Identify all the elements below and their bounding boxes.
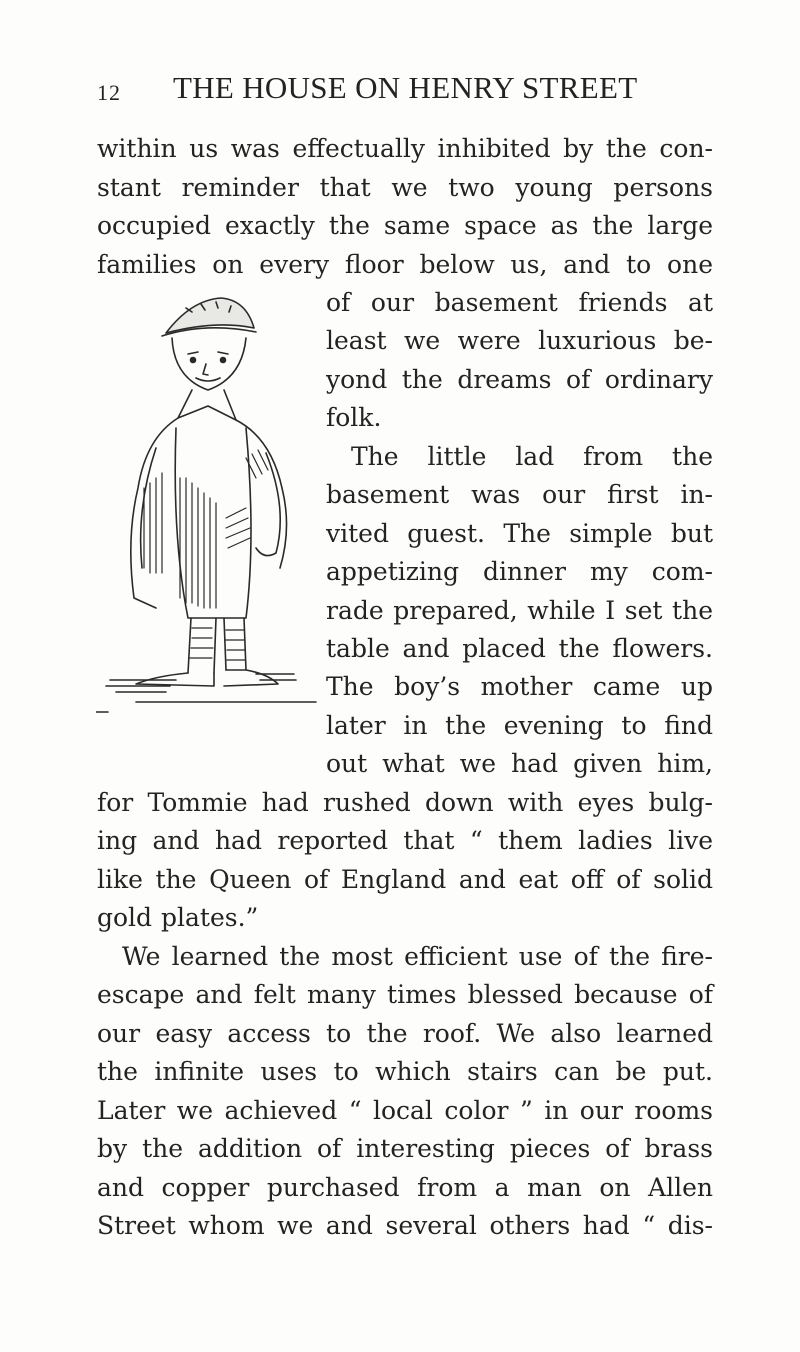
text-line: yond the dreams of ordinary	[326, 365, 713, 394]
text-line: the infinite uses to which stairs can be put.	[97, 1057, 713, 1086]
boy-illustration-icon	[96, 278, 328, 720]
text-line: basement was our first in-	[326, 480, 713, 509]
text-line: families on every floor below us, and to one	[97, 250, 713, 279]
text-line: gold plates.”	[97, 903, 259, 932]
text-line: We learned the most efficient use of the fire-	[122, 942, 713, 971]
text-line: Later we achieved “ local color ” in our rooms	[97, 1096, 713, 1125]
text-line: our easy access to the roof. We also learned	[97, 1019, 713, 1048]
text-line: like the Queen of England and eat off of solid	[97, 865, 713, 894]
text-line: Street whom we and several others had “ dis-	[97, 1211, 713, 1240]
text-line: of our basement friends at	[326, 288, 713, 317]
text-line: vited guest. The simple but	[326, 519, 713, 548]
text-line: table and placed the flowers.	[326, 634, 713, 663]
text-line: by the addition of interesting pieces of brass	[97, 1134, 713, 1163]
text-line: out what we had given him,	[326, 749, 713, 778]
page-header	[97, 70, 717, 120]
text-line: escape and felt many times blessed because of	[97, 980, 713, 1009]
text-line: The boy’s mother came up	[326, 672, 713, 701]
boy-illustration	[96, 278, 328, 720]
text-line: appetizing dinner my com-	[326, 557, 713, 586]
text-line: and copper purchased from a man on Allen	[97, 1173, 713, 1202]
text-line: ing and had reported that “ them ladies live	[97, 826, 713, 855]
text-line: least we were luxurious be-	[326, 326, 713, 355]
text-line: within us was effectually inhibited by the con-	[97, 134, 713, 163]
text-line: rade prepared, while I set the	[326, 596, 713, 625]
running-title: THE HOUSE ON HENRY STREET	[173, 70, 638, 105]
text-line: The little lad from the	[351, 442, 713, 471]
text-line: later in the evening to find	[326, 711, 713, 740]
text-line: occupied exactly the same space as the large	[97, 211, 713, 240]
page-number: 12	[97, 80, 121, 105]
text-line: stant reminder that we two young persons	[97, 173, 713, 202]
text-line: folk.	[326, 403, 382, 432]
text-line: for Tommie had rushed down with eyes bulg-	[97, 788, 713, 817]
